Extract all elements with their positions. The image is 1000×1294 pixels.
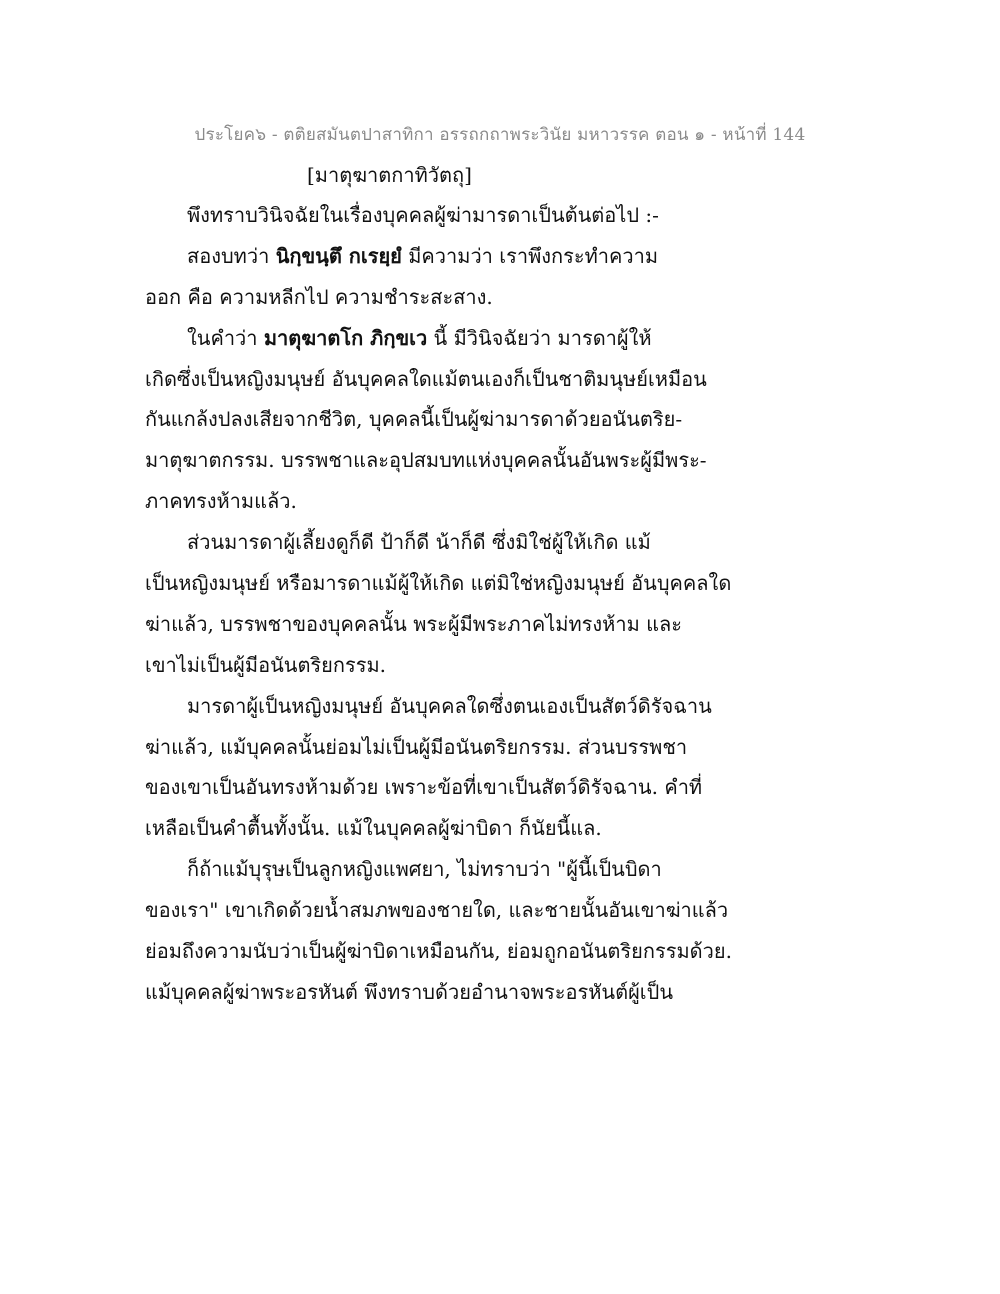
text-line: เขาไม่เป็นผู้มีอนันตริยกรรม. <box>145 652 387 677</box>
text-line: แม้บุคคลผู้ฆ่าพระอรหันต์ พึงทราบด้วยอำนาจพระอรหันต์ผู้เป็น <box>145 979 673 1004</box>
text-span: สองบทว่า <box>187 243 276 268</box>
text-line: ย่อมถึงความนับว่าเป็นผู้ฆ่าบิดาเหมือนกัน, ย่อมถูกอนันตริยกรรมด้วย. <box>145 939 732 964</box>
text-line: กันแกล้งปลงเสียจากชีวิต, บุคคลนี้เป็นผู้ฆ่ามารดาด้วยอนันตริย- <box>145 407 683 432</box>
text-line: มารดาผู้เป็นหญิงมนุษย์ อันบุคคลใดซึ่งตนเองเป็นสัตว์ดิรัจฉาน <box>187 693 712 718</box>
text-line <box>145 239 745 280</box>
text-line: ส่วนมารดาผู้เลี้ยงดูก็ดี ป้าก็ดี น้าก็ดี ซึ่งมิใช่ผู้ให้เกิด แม้ <box>187 530 651 555</box>
text-line: ของเรา" เขาเกิดด้วยน้ำสมภพของชายใด, และชายนั้นอันเขาฆ่าแล้ว <box>145 898 729 923</box>
text-span: มีความว่า เราพึงกระทำความ <box>401 243 659 268</box>
text-line: ออก คือ ความหลีกไป ความชำระสะสาง. <box>145 284 493 309</box>
text-line: มาตุฆาตกรรม. บรรพชาและอุปสมบทแห่งบุคคลนั้นอันพระผู้มีพระ- <box>145 448 707 473</box>
text-line: เป็นหญิงมนุษย์ หรือมารดาแม้ผู้ให้เกิด แต่มิใช่หญิงมนุษย์ อันบุคคลใด <box>145 571 732 596</box>
text-line: เกิดซึ่งเป็นหญิงมนุษย์ อันบุคคลใดแม้ตนเองก็เป็นชาติมนุษย์เหมือน <box>145 366 707 391</box>
text-line: ฆ่าแล้ว, บรรพชาของบุคคลนั้น พระผู้มีพระภาคไม่ทรงห้าม และ <box>145 611 683 636</box>
text-line: เหลือเป็นคำตื้นทั้งนั้น. แม้ในบุคคลผู้ฆ่าบิดา ก็นัยนี้แล. <box>145 816 602 841</box>
text-line <box>145 321 745 362</box>
pali-term: มาตุฆาตโก ภิกฺขเว <box>263 325 428 350</box>
text-line: ภาคทรงห้ามแล้ว. <box>145 489 297 514</box>
text-line: ของเขาเป็นอันทรงห้ามด้วย เพราะข้อที่เขาเป็นสัตว์ดิรัจฉาน. คำที่ <box>145 775 703 800</box>
running-header: ประโยค๖ - ตติยสมันตปาสาทิกา อรรถกถาพระวินัย มหาวรรค ตอน ๑ - หน้าที่ 144 <box>194 125 806 145</box>
text-line: ฆ่าแล้ว, แม้บุคคลนั้นย่อมไม่เป็นผู้มีอนันตริยกรรม. ส่วนบรรพชา <box>145 734 688 759</box>
section-title: [มาตุฆาตกาทิวัตถุ] <box>307 163 472 187</box>
text-span: ในคำว่า <box>187 325 264 350</box>
pali-term: นิกฺขนฺตึ กเรยฺยํ <box>275 243 402 268</box>
text-span: นี้ มีวินิจฉัยว่า มารดาผู้ให้ <box>427 325 652 350</box>
text-line: ก็ถ้าแม้บุรุษเป็นลูกหญิงแพศยา, ไม่ทราบว่า "ผู้นี้เป็นบิดา <box>187 857 662 882</box>
text-line: พึงทราบวินิจฉัยในเรื่องบุคคลผู้ฆ่ามารดาเป็นต้นต่อไป :- <box>187 203 659 227</box>
body-text <box>145 198 745 1016</box>
